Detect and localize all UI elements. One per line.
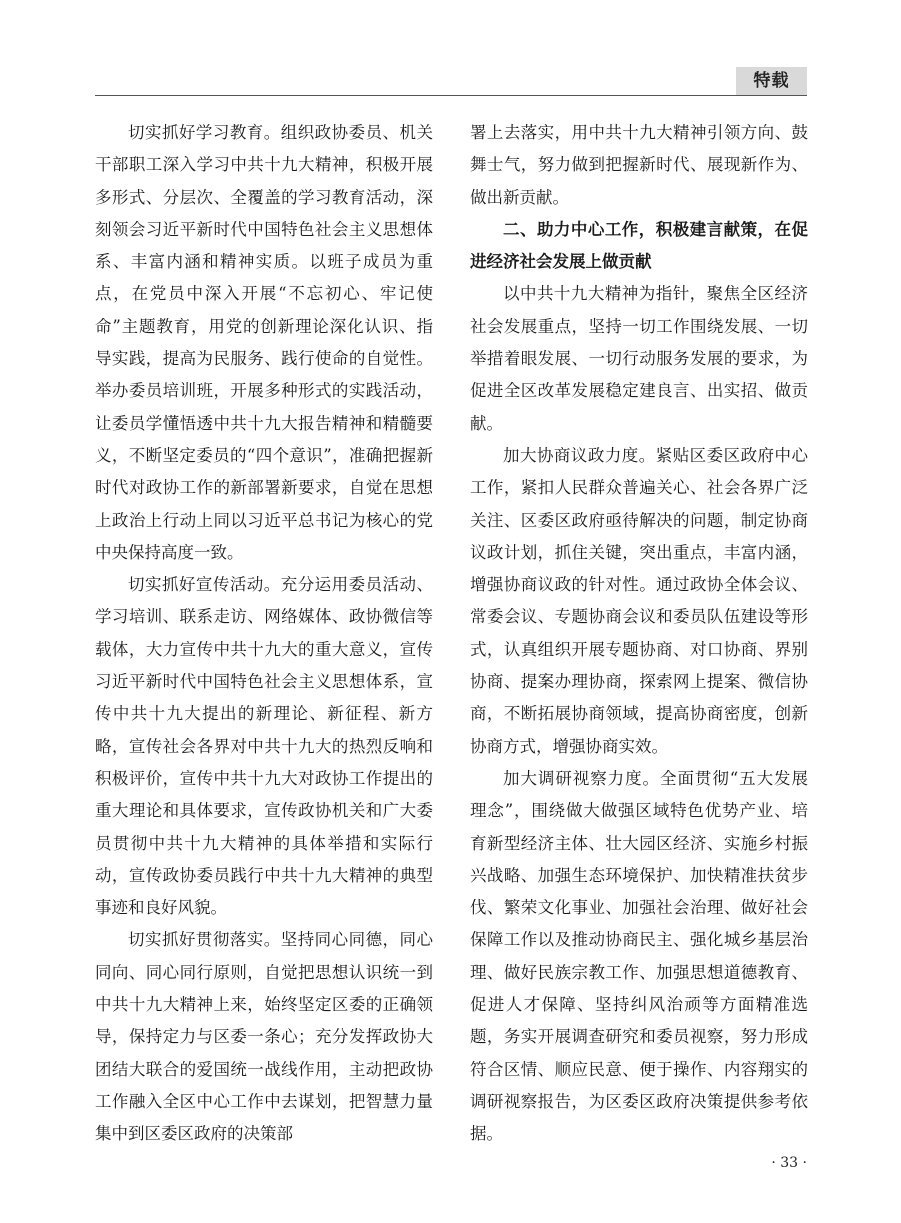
paragraph-publicity: 切实抓好宣传活动。充分运用委员活动、学习培训、联系走访、网络媒体、政协微信等载体，大力宣传中共十九大的重大意义，宣传习近平新时代中国特色社会主义思想体系，宣传中共十九大提出的新理论、新征程、新方略，宣传社会各界对中共十九大的热烈反响和积极评价，宣传中共十九大对政协工作提出的重大理论和具体要求，宣传政协机关和广大委员贯彻中共十九大精神的具体举措和实际行动，宣传政协委员践行中共十九大精神的典型事迹和良好风貌。 (95, 575, 433, 918)
paragraph-guideline: 以中共十九大精神为指针，聚焦全区经济社会发展重点，坚持一切工作围绕发展、一切举措着眼发展、一切行动服务发展的要求，为促进全区改革发展稳定建良言、出实招、做贡献。 (470, 284, 808, 433)
paragraph-consultation: 加大协商议政力度。紧贴区委区政府中心工作，紧扣人民群众普遍关心、社会各界广泛关注、区委区政府亟待解决的问题，制定协商议政计划，抓住关键，突出重点，丰富内涵，增强协商议政的针对性。通过政协全体会议、常委会议、专题协商会议和委员队伍建设等形式，认真组织开展专题协商、对口协商、界别协商、提案办理协商，探索网上提案、微信协商，不断拓展协商领域，提高协商密度，创新协商方式，增强协商实效。 (470, 445, 808, 756)
section-heading-2: 二、助力中心工作，积极建言献策，在促进经济社会发展上做贡献 (470, 219, 808, 272)
header-rule (95, 95, 807, 96)
paragraph-research: 加大调研视察力度。全面贯彻“五大发展理念”，围绕做大做强区域特色优势产业、培育新型经济主体、壮大园区经济、实施乡村振兴战略、加强生态环境保护、加快精准扶贫步伐、繁荣文化事业、加强社会治理、做好社会保障工作以及推动协商民主、强化城乡基层治理、做好民族宗教工作、加强思想道德教育、促进人才保障、坚持纠风治顽等方面精准选题，务实开展调查研究和委员视察，努力形成符合区情、顺应民意、便于操作、内容翔实的调研视察报告，为区委区政府决策提供参考依据。 (470, 768, 808, 1144)
paragraph-implementation: 切实抓好贯彻落实。坚持同心同德，同心同向、同心同行原则，自觉把思想认识统一到中共十九大精神上来，始终坚定区委的正确领导，保持定力与区委一条心；充分发挥政协大团结大联合的爱国统一战线作用，主动把政协工作融入全区中心工作中去谋划，把智慧力量集中到区委区政府的决策部 (95, 930, 433, 1144)
page-number: · 33 · (771, 1155, 807, 1171)
paragraph-study-education: 切实抓好学习教育。组织政协委员、机关干部职工深入学习中共十九大精神，积极开展多形式、分层次、全覆盖的学习教育活动，深刻领会习近平新时代中国特色社会主义思想体系、丰富内涵和精神实质。以班子成员为重点，在党员中深入开展“不忘初心、牢记使命”主题教育，用党的创新理论深化认识、指导实践，提高为民服务、践行使命的自觉性。举办委员培训班，开展多种形式的实践活动，让委员学懂悟透中共十九大报告精神和精髓要义，不断坚定委员的“四个意识”，准确把握新时代对政协工作的新部署新要求，自觉在思想上政治上行动上同以习近平总书记为核心的党中央保持高度一致。 (95, 123, 433, 562)
left-column (95, 117, 433, 1151)
right-column (470, 117, 808, 1151)
paragraph-continuation: 署上去落实，用中共十九大精神引领方向、鼓舞士气，努力做到把握新时代、展现新作为、做出新贡献。 (470, 123, 808, 207)
section-label: 特载 (736, 67, 807, 95)
